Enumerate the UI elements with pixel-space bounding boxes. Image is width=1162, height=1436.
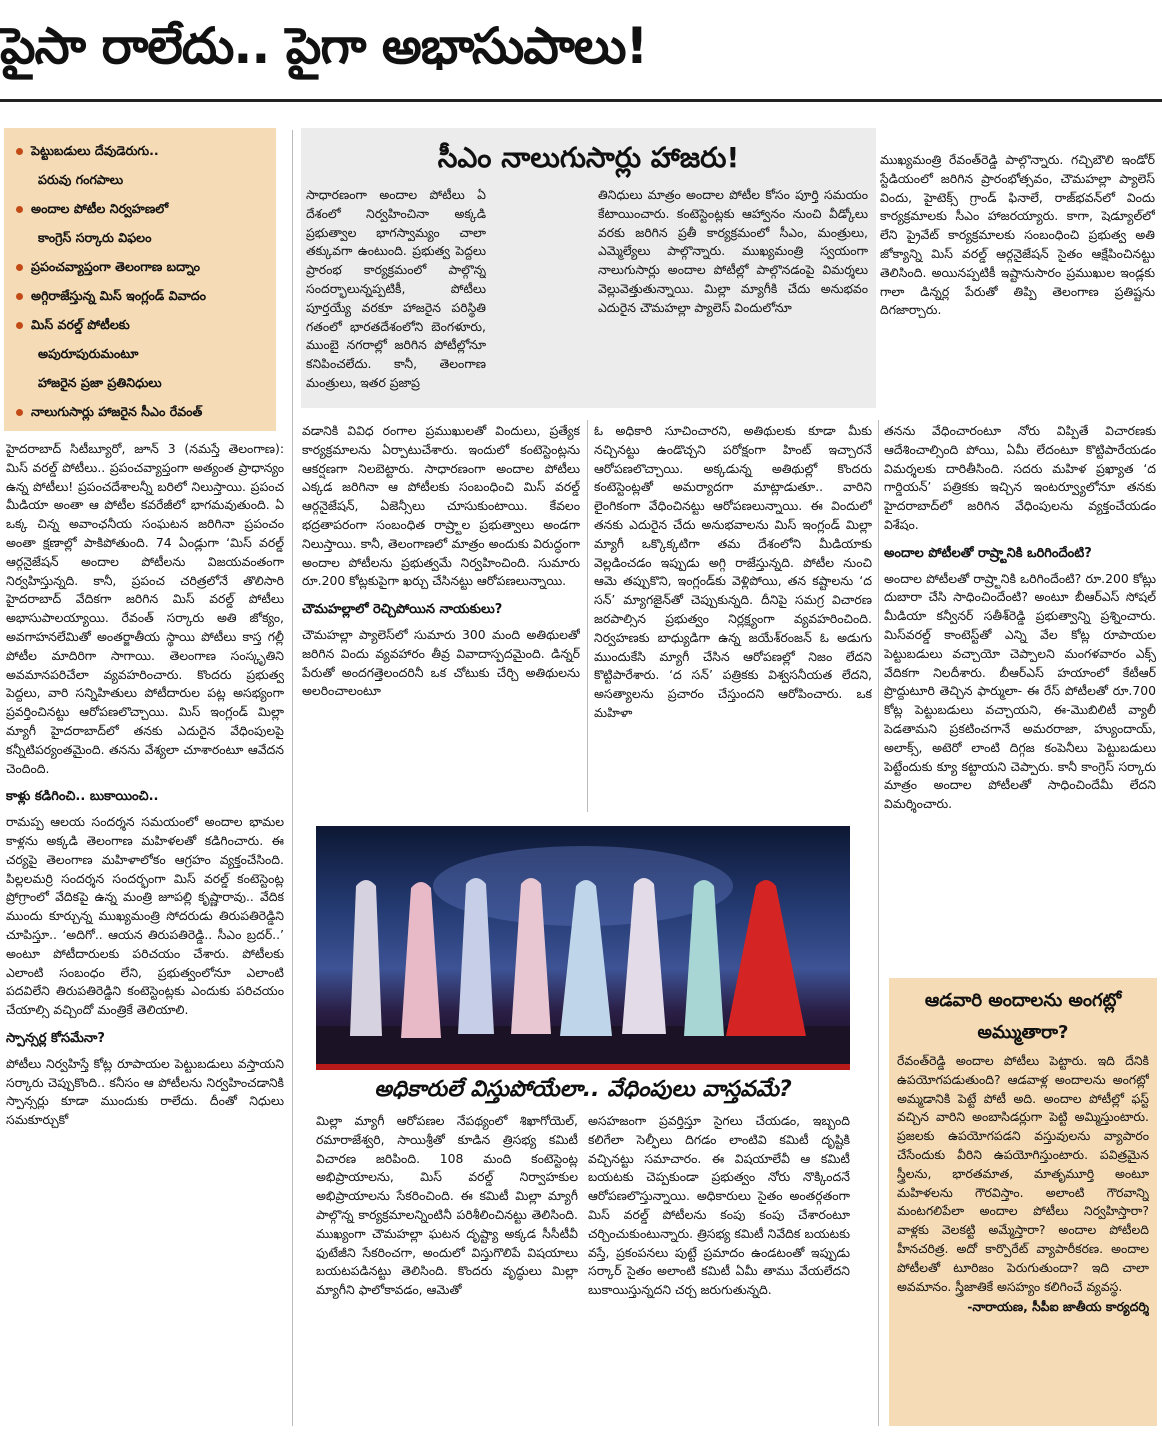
stage-illustration bbox=[316, 826, 850, 1064]
paragraph: పోటీలు నిర్వహిస్తే కోట్ల రూపాయల పెట్టుబడులు వస్తాయని సర్కారు చెప్పుకొంది.. కనీసం ఆ పోటీలను నిర్వహించడానికి స్పాన్సర్లు కూడా ముందుకు రాలేదు. దీంతో నిధులు సమకూర్చుకో bbox=[6, 1055, 284, 1128]
sidebar-title: ఆడవారి అందాలను అంగట్లో అమ్ముతారా? bbox=[924, 990, 1122, 1043]
bullet-item: అందాల పోటీల నిర్వహణలో bbox=[16, 194, 270, 223]
bullet-item: కాంగ్రెస్‌ సర్కారు విఫలం bbox=[38, 230, 152, 245]
signature: -నారాయణ, సీపీఐ జాతీయ కార్యదర్శి bbox=[967, 1299, 1149, 1315]
photo-story-column-1: మిల్లా మ్యాగీ ఆరోపణల నేపథ్యంలో శిఖాగోయెల్‌, రమారాజేశ్వరి, సాయిశ్రీతో కూడిన త్రిసభ్య కమిటీ విచారణ జరిపింది. 108 మంది కంటెస్టెంట్ల అభిప్రాయాలను, మిస్‌ వరల్డ్‌ నిర్వాహకుల అభిప్రాయాలను సేకరించింది. ఈ కమిటీ మిల్లా మ్యాగీ పాల్గొన్న కార్యక్రమాలన్నింటినీ పరిశీలించినట్టు తెలిసింది. ముఖ్యంగా చౌమహల్లా ఘటన దృష్ట్యా అక్కడ సీసీటీవీ ఫుటేజీని సేకరించగా, అందులో విస్తుగొలిపే విషయాలు బయటపడినట్టు తెలిసింది. కొందరు వృద్ధులు మిల్లా మ్యాగీని ఫాలోకావడం, ఆమెతో bbox=[316, 1113, 578, 1298]
sidebar-text bbox=[897, 1052, 1149, 1424]
paragraph: రేవంత్‌రెడ్డి అందాల పోటీలు పెట్టారు. ఇది దేనికి ఉపయోగపడుతుంది? ఆడవాళ్ల అందాలను అంగట్లో అమ్మడానికి పెట్టే పోటీ అది. అందాల పోటీల్లో ఫస్ట్‌ వచ్చిన వారిని అంబాసిడర్లుగా పెట్టి అమ్మిస్తుంటారు. ప్రజలకు ఉపయోగపడని వస్తువులను వ్యాపారం చేసేందుకు వీరిని ఉపయోగిస్తుంటారు. పవిత్రమైన స్త్రీలను, భారతమాత, మాతృమూర్తి అంటూ మహిళలను గౌరవిస్తాం. అలాంటి గౌరవాన్ని మంటగలిపేలా అందాల పోటీలు నిర్వహిస్తారా? వాళ్లకు వెలకట్టి అమ్మేస్తారా? అందాల పోటీలది హీనచరిత్ర. అదో కార్పొరేట్‌ వ్యాపారీకరణ. అందాల పోటీలతో టూరిజం పెరుగుతుందా? ఇది చాలా అవమానం. స్త్రీజాతికే అసహ్యం కలిగించే వ్యవస్థ. bbox=[897, 1053, 1149, 1294]
paragraph: చౌమహల్లా ప్యాలెస్‌లో సుమారు 300 మంది అతిథులతో జరిగిన విందు వ్యవహారం తీవ్ర వివాదాస్పదమైంది. డిన్నర్‌ పేరుతో అందగత్తెలందరినీ ఒక చోటుకు చేర్చి అతిథులను అలరించాలంటూ bbox=[302, 626, 580, 699]
bullet-dot-icon bbox=[16, 409, 23, 416]
paragraph: రామప్ప ఆలయ సందర్శన సమయంలో అందాల భామల కాళ్లను అక్కడి తెలంగాణ మహిళలతో కడిగించారు. ఈ చర్యపై తెలంగాణ మహిళాలోకం ఆగ్రహం వ్యక్తంచేసింది. పిల్లలమర్రి సందర్శన సందర్భంగా మిస్‌ వరల్డ్‌ కంటెస్టెంట్ల ప్రోగ్రాంలో వేదికపై ఉన్న మంత్రి జూపల్లి కృష్ణారావు.. వేదిక ముందు కూర్చున్న ముఖ్యమంత్రి సోదరుడు తిరుపతిరెడ్డిని చూపిస్తూ.. ‘అదిగో.. ఆయన తిరుపతిరెడ్డి.. సీఎం బ్రదర్‌..’ అంటూ పోటీదారులకు పరిచయం చేశారు. పోటీలకు ఎలాంటి సంబంధం లేని, ప్రభుత్వంలోనూ ఎలాంటి పదవిలేని తిరుపతిరెడ్డిని కంటెస్టెంట్లకు ఎందుకు పరిచయం చేయాల్సి వచ్చిందో మంత్రికే తెలియాలి. bbox=[6, 814, 284, 1018]
cm-box-col1: సాధారణంగా అందాల పోటీలు ఏ దేశంలో నిర్వహించినా అక్కడి ప్రభుత్వాల భాగస్వామ్యం చాలా తక్కువగా ఉంటుంది. ప్రభుత్వ పెద్దలు ప్రారంభ కార్యక్రమంలో పాల్గొన్న సందర్భాలున్నప్పటికీ, పోటీలు పూర్తయ్యే వరకూ హాజరైన పరిస్థితి గతంలో భారతదేశంలోని బెంగళూరు, ముంబై నగరాల్లో జరిగిన పోటీల్లోనూ కనిపించలేదు. కానీ, తెలంగాణ మంత్రులు, ఇతర ప్రజాప్ర bbox=[306, 187, 486, 390]
cm-box-col2: తినిధులు మాత్రం అందాల పోటీల కోసం పూర్తి సమయం కేటాయించారు. కంటెస్టెంట్లకు ఆహ్వానం నుంచి వీడ్కోలు వరకు జరిగిన ప్రతీ కార్యక్రమంలో సీఎం, మంత్రులు, ఎమ్మెల్యేలు పాల్గొన్నారు. ముఖ్యమంత్రి స్వయంగా నాలుగుసార్లు అందాల పోటీల్లో పాల్గొనడంపై విమర్శలు వెల్లువెత్తుతున్నాయి. మిల్లా మ్యాగీకి చేదు అనుభవం ఎదురైన చౌమహల్లా ప్యాలెస్‌ విందులోనూ bbox=[598, 187, 868, 315]
column-rule bbox=[292, 130, 293, 1426]
subheading: అందాల పోటీలతో రాష్ర్టానికి ఒరిగిందేంటి? bbox=[884, 545, 1092, 561]
contestants-photo bbox=[316, 826, 850, 1064]
paragraph: తనను వేధించారంటూ నోరు విప్పితే విచారణకు ఆదేశించాల్సింది పోయి, ఏమీ లేదంటూ కొట్టిపారేయడం విమర్శలకు దారితీసింది. సదరు మహిళ ప్రఖ్యాత ‘ద గార్డియన్‌’ పత్రికకు ఇచ్చిన ఇంటర్వ్యూలోనూ తనకు హైదరాబాద్‌లో జరిగిన వేధింపులను వ్యక్తంచేయడం విశేషం. bbox=[884, 423, 1156, 532]
subheading: స్పాన్సర్ల కోసమేనా? bbox=[6, 1030, 105, 1046]
cm-box-col3: ముఖ్యమంత్రి రేవంత్‌రెడ్డి పాల్గొన్నారు. గచ్చిబౌలి ఇండోర్‌ స్టేడియంలో జరిగిన ప్రారంభోత్సవం, చౌమహల్లా ప్యాలెస్‌ విందు, హైటెక్స్‌ గ్రాండ్‌ ఫినాలే, రాజ్‌భవన్‌లో విందు కార్యక్రమాలకు సీఎం హాజరయ్యారు. కాగా, షెడ్యూల్‌లో లేని ప్రైవేట్‌ కార్యక్రమాలకు సంబంధించి ప్రభుత్వ అతి జోక్యాన్ని మిస్‌ వరల్డ్‌ ఆర్గనైజేషన్‌ సైతం ఆక్షేపించినట్టు తెలిసింది. అయినప్పటికీ ఇష్టానుసారం ప్రముఖుల ఇండ్లకు గాలా డిన్నర్ల పేరుతో తిప్పి తెలంగాణ ప్రతిష్టను దిగజార్చారు. bbox=[880, 152, 1155, 318]
bullet-item: నాలుగుసార్లు హాజరైన సీఎం రేవంత్‌ bbox=[16, 397, 270, 426]
bullet-item: అపురూపురుమంటూ bbox=[38, 346, 139, 361]
lead-paragraph: హైదరాబాద్‌ సిటీబ్యూరో, జూన్‌ 3 (నమస్తే తెలంగాణ): మిస్‌ వరల్డ్‌ పోటీలు.. ప్రపంచవ్యాప్తంగా అత్యంత ప్రాధాన్యం ఉన్న పోటీలు! ప్రపంచదేశాలన్నీ బరిలో నిలుస్తాయి. ప్రపంచ మీడియా అంతా ఆ పోటీల కవరేజీలో భాగమవుతుంది. ఏ ఒక్క చిన్న అవాంఛనీయ సంఘటన జరిగినా ప్రపంచం అంతా క్షణాల్లో పాకిపోతుంది. 74 ఏండ్లుగా ‘మిస్‌ వరల్డ్‌ ఆర్గనైజేషన్‌ అందాల పోటీలను విజయవంతంగా నిర్వహిస్తున్నది. కానీ, ప్రపంచ చరిత్రలోనే తొలిసారి హైదరాబాద్‌ వేదికగా జరిగిన మిస్‌ వరల్డ్‌ పోటీలు అభాసుపాలయ్యాయి. రేవంత్‌ సర్కారు అతి జోక్యం, అవగాహనలేమితో అంతర్జాతీయ స్థాయి పోటీలు కాస్త గల్లీ పోటీల మాదిరిగా సాగాయి. తెలంగాణ సంస్కృతిని అవమానపరిచేలా వ్యవహరించారు. కొందరు ప్రభుత్వ పెద్దలు, వారి సన్నిహితులు పోటీదారుల పట్ల అసభ్యంగా ప్రవర్తించినట్టు ఆరోపణలొచ్చాయి. మిస్‌ ఇంగ్లండ్‌ మిల్లా మ్యాగీ హైదరాబాద్‌లో తనకు ఎదురైన వేధింపులపై కన్నీటిపర్యంతమైంది. తనను వేశ్యలా చూశారంటూ ఆవేదన చెందింది. bbox=[6, 441, 284, 776]
bullet-item: పరువు గంగపాలు bbox=[38, 172, 124, 187]
column-rule bbox=[587, 420, 588, 812]
bullet-dot-icon bbox=[16, 322, 23, 329]
subheading: కాళ్లు కడిగించి.. బుకాయించి.. bbox=[6, 789, 159, 805]
bullet-item: హాజరైన ప్రజా ప్రతినిధులు bbox=[38, 375, 162, 390]
headline-rule bbox=[0, 99, 1162, 102]
article-column-4 bbox=[884, 422, 1156, 970]
bullet-box bbox=[4, 128, 276, 431]
bullet-dot-icon bbox=[16, 293, 23, 300]
paragraph: వడానికి వివిధ రంగాల ప్రముఖులతో విందులు, ప్రత్యేక కార్యక్రమాలను ఏర్పాటుచేశారు. ఇందులో కంటెస్టెంట్లను ఆకర్షణగా నిలబెట్టారు. సాధారణంగా అందాల పోటీలు ఎక్కడ జరిగినా ఆ పోటీలకు సంబంధించి మిస్‌ వరల్డ్‌ ఆర్గనైజేషన్‌, ఏజెన్సీలు చూసుకుంటాయి. కేవలం భద్రతాపరంగా సంబంధిత రాష్ర్టాల ప్రభుత్వాలు అండగా నిలుస్తాయి. కానీ, తెలంగాణలో మాత్రం అందుకు విరుద్ధంగా అందాల పోటీలను ప్రభుత్వమే నిర్వహించింది. సుమారు రూ.200 కోట్లకుపైగా ఖర్చు చేసినట్టు ఆరోపణలున్నాయి. bbox=[302, 423, 580, 589]
bullet-dot-icon bbox=[16, 206, 23, 213]
article-column-2 bbox=[302, 422, 580, 810]
bullet-item: పెట్టుబడులు దేవుడెరుగు.. bbox=[16, 136, 270, 165]
headline: పైసా రాలేదు.. పైగా అభాసుపాలు! bbox=[0, 17, 648, 75]
bullet-item: ప్రపంచవ్యాప్తంగా తెలంగాణ బద్నాం bbox=[16, 252, 270, 281]
bullet-dot-icon bbox=[16, 148, 23, 155]
photo-caption: అధికారులే విస్తుపోయేలా.. వేధింపులు వాస్తవమే? bbox=[374, 1077, 792, 1102]
photo-story-column-2: అసహజంగా ప్రవర్తిస్తూ సైగలు చేయడం, ఇబ్బంది కలిగేలా సెల్ఫీలు దిగడం లాంటివి కమిటీ దృష్టికి వచ్చినట్టు సమాచారం. ఈ విషయాలేవీ ఆ కమిటీ బయటకు చెప్పకుండా ప్రభుత్వం నోరు నొక్కిందనే ఆరోపణలొస్తున్నాయి. అధికారులు సైతం అంతర్గతంగా మిస్‌ వరల్డ్‌ పోటీలను కంపు కంపు చేశారంటూ చర్చించుకుంటున్నారు. త్రిసభ్య కమిటీ నివేదిక బయటకు వస్తే, ప్రకంపనలు పుట్టే ప్రమాదం ఉండటంతో ఇప్పుడు సర్కార్‌ సైతం అలాంటి కమిటీ ఏమీ తాము వేయలేదని బుకాయిస్తున్నదని చర్చ జరుగుతున్నది. bbox=[588, 1113, 850, 1298]
bullet-dot-icon bbox=[16, 264, 23, 271]
column-rule bbox=[878, 420, 879, 1426]
article-column-1 bbox=[6, 440, 284, 1430]
bullet-item: మిస్‌ వరల్డ్‌ పోటీలకు bbox=[16, 310, 270, 339]
bullet-item: అగ్గిరాజేస్తున్న మిస్‌ ఇంగ్లండ్‌ వివాదం bbox=[16, 281, 270, 310]
subheading: చౌమహల్లాలో రెచ్చిపోయిన నాయకులు? bbox=[302, 602, 503, 618]
paragraph: అందాల పోటీలతో రాష్ర్టానికి ఒరిగిందేంటి? రూ.200 కోట్లు దుబారా చేసి సాధించిందేంటి? అంటూ బీఆర్‌ఎస్‌ సోషల్‌ మీడియా కన్వీనర్‌ సతీశ్‌రెడ్డి ప్రభుత్వాన్ని ప్రశ్నించారు. మిస్‌వరల్డ్‌ కాంటెస్ట్‌తో ఎన్ని వేల కోట్ల రూపాయల పెట్టుబడులు వచ్చాయో చెప్పాలని మంగళవారం ఎక్స్‌ వేదికగా నిలదీశారు. బీఆర్‌ఎస్‌ హయాంలో కేటీఆర్‌ ప్రొద్దుటూరి తెచ్చిన ఫార్ములా- ఈ రేస్‌ పోటీలతో రూ.700 కోట్ల పెట్టుబడులు వచ్చాయని, ఈ-మొబిలిటీ వ్యాలీ పెడతామని ప్రకటించగానే అమరరాజా, హ్యుందాయ్‌, అలాక్స్‌, అటెరో లాంటి దిగ్గజ కంపెనీలు పెట్టుబడులు పెట్టేందుకు క్యూ కట్టాయని చెప్పారు. కానీ కాంగ్రెస్‌ సర్కారు మాత్రం అందాల పోటీలతో సాధించిందేమీ లేదని విమర్శించారు. bbox=[884, 570, 1156, 812]
cm-box-title: సీఎం నాలుగుసార్లు హాజరు! bbox=[437, 141, 740, 174]
paragraph: ఓ అధికారి సూచించారని, అతిథులకు కూడా మీకు నచ్చినట్టు ఉండొచ్చని పరోక్షంగా హింట్‌ ఇచ్చారనే ఆరోపణలొచ్చాయి. అక్కడున్న అతిథుల్లో కొందరు కంటెస్టెంట్లతో అమర్యాదగా మాట్లాడుతూ.. వారిని లైంగికంగా వేధించినట్టు ఆరోపణలున్నాయి. ఈ విందులో తనకు ఎదురైన చేదు అనుభవాలను మిస్‌ ఇంగ్లండ్‌ మిల్లా మ్యాగీ ఒక్కొక్కటిగా తమ దేశంలోని మీడియాకు వెల్లడించడం ఇప్పుడు అగ్గి రాజేస్తున్నది. పోటీల నుంచి ఆమె తప్పుకొని, ఇంగ్లండ్‌కు వెళ్లిపోయి, తన కష్టాలను ‘ద సన్‌’ మ్యాగజైన్‌తో చెప్పుకున్నది. దీనిపై సమగ్ర విచారణ జరపాల్సిన ప్రభుత్వం నిర్లక్ష్యంగా వ్యవహరించింది. నిర్వహణకు బాధ్యుడిగా ఉన్న జయేశ్‌రంజన్‌ ఓ అడుగు ముందుకేసి మ్యాగీ చేసిన ఆరోపణల్లో నిజం లేదని కొట్టిపారేశారు. ‘ద సన్‌’ పత్రికకు విశ్వసనీయత లేదని, అసత్యాలను ప్రచారం చేస్తుందని ఆరోపించారు. ఒక మహిళా bbox=[594, 423, 872, 720]
article-column-3 bbox=[594, 422, 872, 810]
